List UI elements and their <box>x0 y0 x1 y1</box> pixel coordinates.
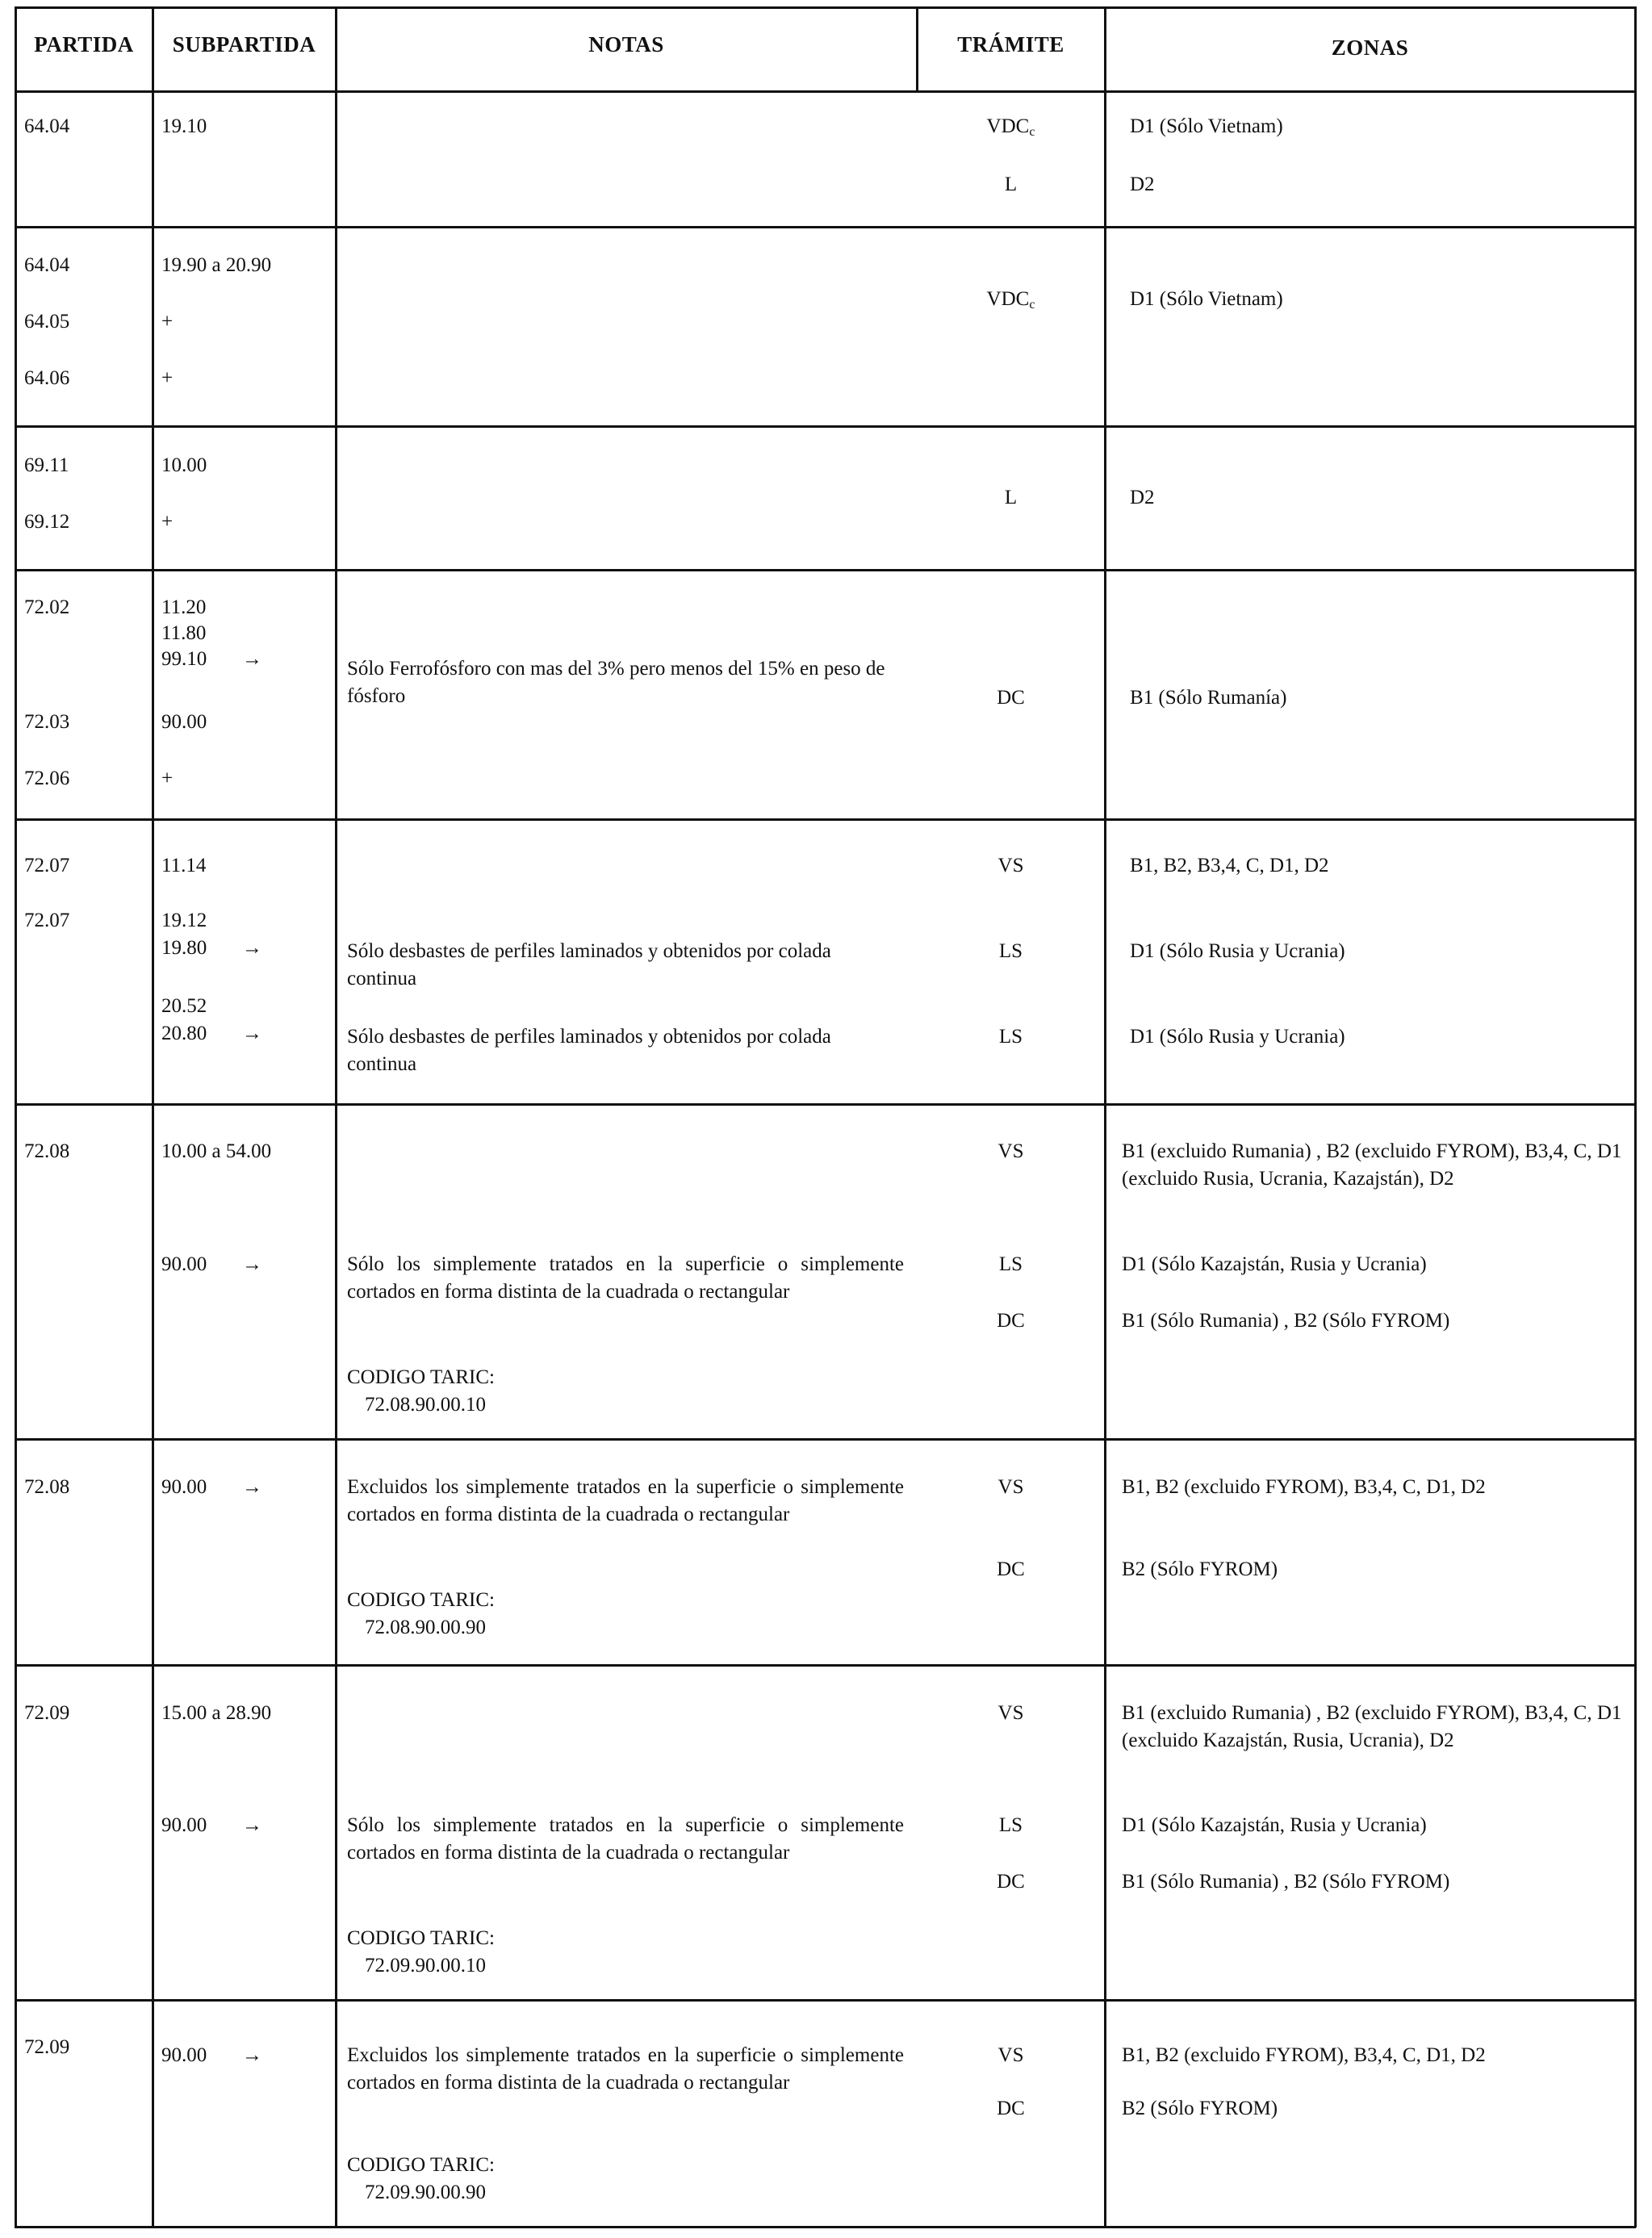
partida-code: 64.04 <box>24 254 70 276</box>
tramite-vdc-subscript: c <box>1029 125 1035 139</box>
zona-text: B1, B2, B3,4, C, D1, D2 <box>1130 855 1329 876</box>
tramite-code: VS <box>997 1702 1024 1724</box>
subpartida-code: 10.00 <box>161 454 207 476</box>
subpartida-code: 90.00 <box>161 1476 207 1498</box>
subpartida-plus: + <box>161 511 174 533</box>
tramite-vdc: VDC <box>986 115 1030 137</box>
subpartida-code: 90.00 <box>161 1253 207 1275</box>
subpartida-code: 11.14 <box>161 855 207 876</box>
zona-text: D1 (Sólo Kazajstán, Rusia y Ucrania) <box>1122 1814 1427 1836</box>
note-text: Sólo los simplemente tratados en la superficie o simplemente cortados en forma distinta de la cuadrada o rectangular <box>347 1814 904 1864</box>
partida-code: 72.09 <box>24 2036 70 2058</box>
note-text: Sólo desbastes de perfiles laminados y obtenidos por colada continua <box>347 1026 831 1075</box>
zona-text: D2 <box>1130 487 1155 508</box>
arrow-icon: → <box>242 648 262 670</box>
taric-code: 72.09.90.00.10 <box>365 1955 486 1977</box>
zona-text: B1 (Sólo Rumania) , B2 (Sólo FYROM) <box>1122 1310 1450 1332</box>
row-divider <box>15 1103 1636 1106</box>
header-notas: NOTAS <box>588 32 664 56</box>
zona-text: D2 <box>1130 174 1155 195</box>
table-border-left <box>15 6 17 2228</box>
subpartida-code: 19.80 <box>161 937 207 959</box>
tramite-code: DC <box>997 687 1025 709</box>
header-zonas: ZONAS <box>1331 36 1409 60</box>
zona-text: B1 (Sólo Rumanía) <box>1130 687 1287 709</box>
arrow-icon: → <box>242 1814 262 1836</box>
note-text: Sólo desbastes de perfiles laminados y obtenidos por colada continua <box>347 940 831 989</box>
tramite-code: DC <box>997 2098 1025 2119</box>
subpartida-code: 19.12 <box>161 910 207 931</box>
zona-text: B1, B2 (excluido FYROM), B3,4, C, D1, D2 <box>1122 1476 1486 1498</box>
subpartida-code: 10.00 a 54.00 <box>161 1140 272 1162</box>
row-divider <box>15 226 1636 228</box>
zona-text: D1 (Sólo Rusia y Ucrania) <box>1130 940 1345 962</box>
partida-code: 72.08 <box>24 1140 70 1162</box>
partida-code: 72.02 <box>24 596 70 618</box>
note-text: Excluidos los simplemente tratados en la superficie o simplemente cortados en forma distinta de la cuadrada o rectangular <box>347 1476 904 1525</box>
arrow-icon: → <box>242 1253 262 1275</box>
zona-text: D1 (Sólo Rusia y Ucrania) <box>1130 1026 1345 1048</box>
tramite-code <box>918 286 1104 319</box>
table-border-top <box>15 6 1636 9</box>
taric-label: CODIGO TARIC: <box>347 1589 495 1611</box>
tramite-code: LS <box>998 940 1023 962</box>
row-divider <box>15 569 1636 571</box>
row-divider <box>15 425 1636 428</box>
tramite-code: LS <box>998 1814 1023 1836</box>
partida-code: 64.04 <box>24 115 70 137</box>
tramite-code: LS <box>998 1253 1023 1275</box>
arrow-icon: → <box>242 2044 262 2066</box>
tramite-code: VS <box>997 2044 1024 2066</box>
taric-code: 72.08.90.00.90 <box>365 1617 486 1638</box>
column-divider <box>1104 6 1106 2228</box>
zona-text: D1 (Sólo Vietnam) <box>1130 288 1283 310</box>
taric-label: CODIGO TARIC: <box>347 2154 495 2176</box>
partida-code: 69.11 <box>24 454 69 476</box>
row-divider <box>15 818 1636 821</box>
subpartida-code: 90.00 <box>161 2044 207 2066</box>
zona-text: B1 (excluido Rumania) , B2 (excluido FYROM), B3,4, C, D1 (excluido Kazajstán, Rusia, Ucrania), D2 <box>1122 1702 1622 1751</box>
zona-text: D1 (Sólo Vietnam) <box>1130 115 1283 137</box>
column-divider <box>152 6 154 2228</box>
partida-code: 72.03 <box>24 711 70 733</box>
column-divider <box>335 6 337 2228</box>
partida-code: 72.09 <box>24 1702 70 1724</box>
subpartida-code: 20.80 <box>161 1023 207 1044</box>
tramite-code: DC <box>997 1871 1025 1893</box>
zona-text: B1 (excluido Rumania) , B2 (excluido FYROM), B3,4, C, D1 (excluido Rusia, Ucrania, Kazajstán), D2 <box>1122 1140 1622 1190</box>
table-border-bottom <box>15 2226 1636 2228</box>
taric-label: CODIGO TARIC: <box>347 1927 495 1949</box>
row-divider <box>15 1999 1636 2002</box>
arrow-icon: → <box>242 1023 262 1044</box>
zona-text: B2 (Sólo FYROM) <box>1122 1558 1278 1580</box>
taric-label: CODIGO TARIC: <box>347 1366 495 1388</box>
table-border-right <box>1634 6 1637 2228</box>
tramite-code: DC <box>997 1558 1025 1580</box>
header-divider <box>15 90 1636 93</box>
tramite-code: L <box>1004 487 1018 508</box>
arrow-icon: → <box>242 1476 262 1498</box>
note-text: Sólo los simplemente tratados en la superficie o simplemente cortados en forma distinta de la cuadrada o rectangular <box>347 1253 904 1303</box>
note-text: Excluidos los simplemente tratados en la superficie o simplemente cortados en forma distinta de la cuadrada o rectangular <box>347 2044 904 2094</box>
tramite-code: VS <box>997 1476 1024 1498</box>
tramite-code: L <box>1004 174 1018 195</box>
subpartida-code: 99.10 <box>161 648 207 670</box>
tramite-code: VS <box>997 855 1024 876</box>
partida-code: 72.06 <box>24 768 70 789</box>
subpartida-code: 20.52 <box>161 995 207 1017</box>
partida-code: 72.07 <box>24 910 70 931</box>
subpartida-code: 90.00 <box>161 1814 207 1836</box>
partida-code: 64.05 <box>24 311 70 333</box>
subpartida-plus: + <box>161 367 174 389</box>
subpartida-plus: + <box>161 768 174 789</box>
tramite-code: DC <box>997 1310 1025 1332</box>
tramite-vdc-subscript: c <box>1029 298 1035 312</box>
subpartida-code: 15.00 a 28.90 <box>161 1702 272 1724</box>
header-partida: PARTIDA <box>34 32 134 56</box>
zona-text: D1 (Sólo Kazajstán, Rusia y Ucrania) <box>1122 1253 1427 1275</box>
tramite-code: VS <box>997 1140 1024 1162</box>
tramite-code <box>918 113 1104 146</box>
subpartida-code: 11.80 <box>161 622 207 644</box>
subpartida-plus: + <box>161 311 174 333</box>
partida-code: 64.06 <box>24 367 70 389</box>
taric-code: 72.09.90.00.90 <box>365 2182 486 2203</box>
header-subpartida: SUBPARTIDA <box>172 32 316 56</box>
note-text: Sólo Ferrofósforo con mas del 3% pero menos del 15% en peso de fósforo <box>347 658 885 707</box>
arrow-icon: → <box>242 937 262 959</box>
taric-code: 72.08.90.00.10 <box>365 1394 486 1416</box>
header-tramite: TRÁMITE <box>957 32 1064 56</box>
row-divider <box>15 1438 1636 1441</box>
partida-code: 72.08 <box>24 1476 70 1498</box>
subpartida-code: 19.10 <box>161 115 207 137</box>
subpartida-code: 11.20 <box>161 596 207 618</box>
zona-text: B1 (Sólo Rumania) , B2 (Sólo FYROM) <box>1122 1871 1450 1893</box>
zona-text: B1, B2 (excluido FYROM), B3,4, C, D1, D2 <box>1122 2044 1486 2066</box>
tramite-code: LS <box>998 1026 1023 1048</box>
partida-code: 72.07 <box>24 855 70 876</box>
subpartida-code: 19.90 a 20.90 <box>161 254 272 276</box>
partida-code: 69.12 <box>24 511 70 533</box>
zona-text: B2 (Sólo FYROM) <box>1122 2098 1278 2119</box>
tramite-vdc: VDC <box>986 288 1030 310</box>
subpartida-code: 90.00 <box>161 711 207 733</box>
row-divider <box>15 1664 1636 1667</box>
